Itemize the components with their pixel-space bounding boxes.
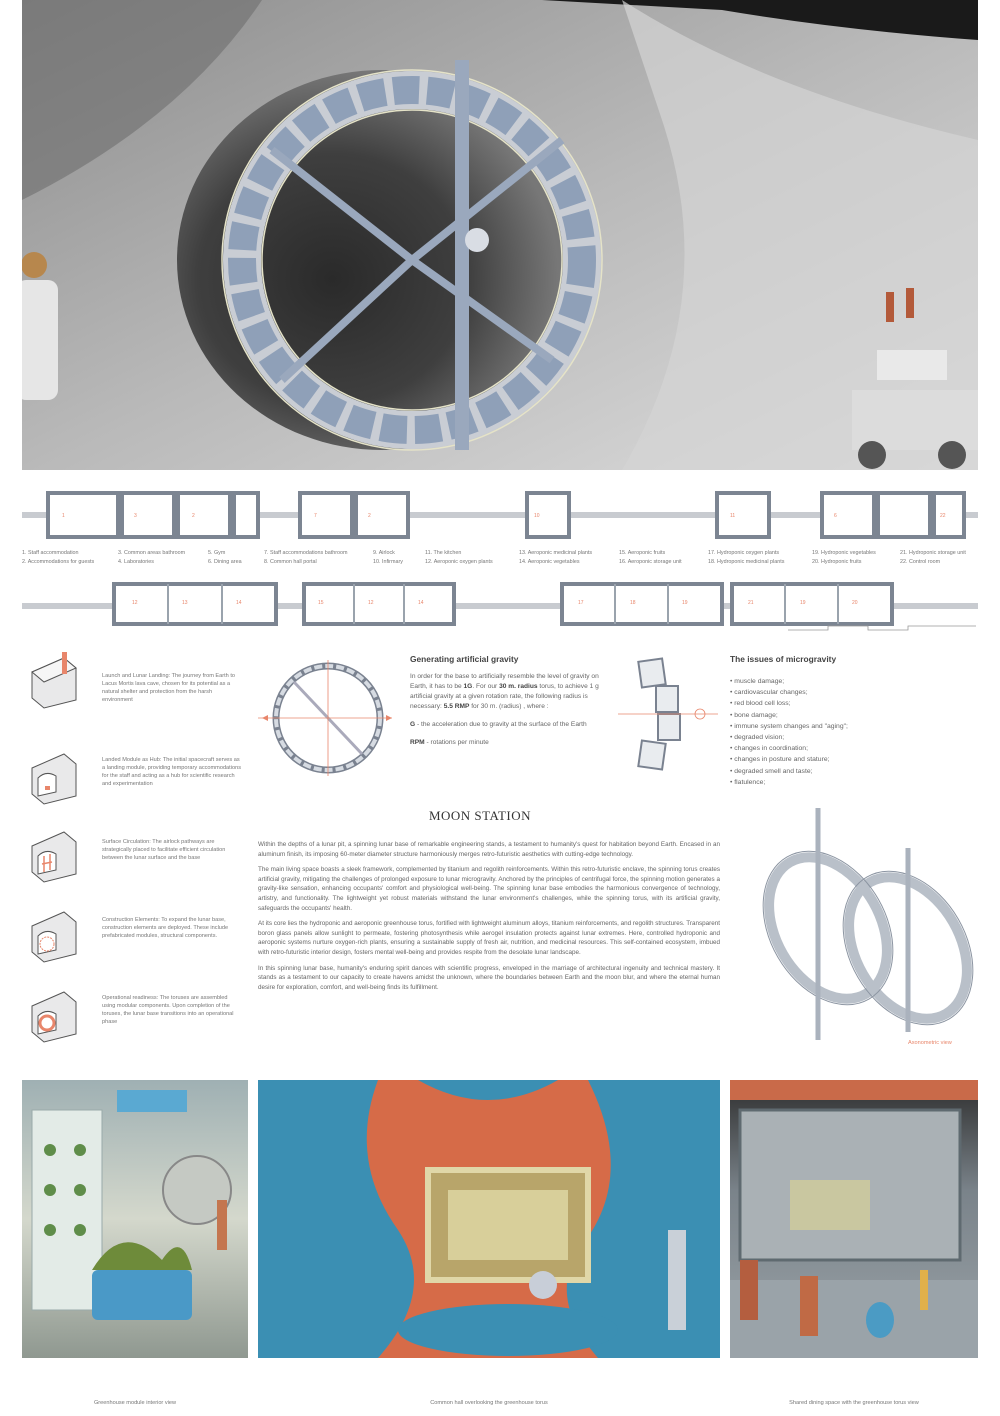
svg-text:2: 2 <box>192 513 195 519</box>
legend-col: 19. Hydroponic vegetables 20. Hydroponic fruits <box>812 550 876 565</box>
step-text: Launch and Lunar Landing: The journey from Earth to Lacus Mortis lava cave, chosen for its potential as a natural shelter and protection from the harsh environment <box>102 673 235 703</box>
g-definition: G - the acceleration due to gravity at the surface of the Earth <box>410 721 587 728</box>
svg-text:22: 22 <box>940 513 946 519</box>
list-item: • immune system changes and "aging"; <box>730 721 970 732</box>
operational-icon <box>28 986 80 1044</box>
svg-text:19: 19 <box>800 600 806 606</box>
legend-col: 1. Staff accommodation 2. Accommodations for guests <box>22 550 95 565</box>
body-paragraph: At its core lies the hydroponic and aeroponic greenhouse torus, fortified with lightweight aluminum alloys, titanium reinforcements, and regolith structures. Transparent boron glass panels allow sunlight to permeate, fostering photosynthesis while aerogel insulation protects against lunar extremes. Here, controlled hydroponic and aeroponic systems nurture oxygen-rich plants, ensuring a sustainable supply of fresh air, nutrition, and medicinal resources. This self-contained ecosystem, imbued with retro-futuristic interior design, fosters mental well-being and provides respite from the desolate lunar landscape. <box>258 920 721 956</box>
floor-plan-upper <box>22 487 978 543</box>
hero-render <box>22 0 978 470</box>
svg-text:19: 19 <box>682 600 688 606</box>
list-item: • degraded vision; <box>730 732 970 743</box>
svg-text:15: 15 <box>318 600 324 606</box>
body-paragraph: Within the depths of a lunar pit, a spinning lunar base of remarkable engineering stands, a testament to humanity's quest for habitation beyond Earth. Encased in an aluminum finish, its imposing 60-meter diameter structure harmoniously merges retro-futuristic aesthetics with cutting-edge technology. <box>258 841 720 858</box>
svg-text:20: 20 <box>852 600 858 606</box>
legend-col: 17. Hydroponic oxygen plants 18. Hydroponic medicinal plants <box>708 550 785 565</box>
axonometric-caption: Axonometric view <box>908 1040 952 1046</box>
common-hall-render <box>258 1080 720 1358</box>
svg-text:17: 17 <box>578 600 584 606</box>
step-text: Construction Elements: To expand the lunar base, construction elements are deployed. These include prefabricated modules, structural components. <box>102 917 229 939</box>
svg-text:10: 10 <box>534 513 540 519</box>
greenhouse-render <box>22 1080 248 1358</box>
legend-col: 13. Aeroponic medicinal plants 14. Aeroponic vegetables <box>519 550 593 565</box>
circulation-icon <box>28 826 80 884</box>
gravity-paragraph: In order for the base to artificially resemble the level of gravity on Earth, it has to be 1G. For our 30 m. radius torus, to achieve 1 g artificial gravity at a given rotation rate, the following radius is necessary: 5.5 RMP for 30 m. (radius) , where : <box>410 673 599 710</box>
svg-text:13: 13 <box>182 600 188 606</box>
body-paragraph: In this spinning lunar base, humanity's enduring spirit dances with scientific progress, enveloped in the marriage of architectural ingenuity and technical mastery. It stands as a testament to our capacity to create havens amidst the unknown, where the boundaries between Earth and the moon blur, and where the eternal human desire for exploration, comfort, and well-being finds its fulfillment. <box>258 964 720 991</box>
svg-text:12: 12 <box>132 600 138 606</box>
body-paragraph: The main living space boasts a sleek framework, complemented by titanium and regolith reinforcements. Within this retro-futuristic enclave, the spinning torus creates artificial gravity, mitigating the challenges of prolonged exposure to lunar microgravity. Anchored by the principles of centrifugal force, the spinning motion generates a gravity-like sensation, enhancing occupants' comfort and physiological well-being. The spinning lunar base embodies the harmonious convergence of technology, artistry, and functionality. The lightweight yet robust materials withstand the lunar environment's challenges, while the spinning torus, with its artificial gravity, safeguards the occupants' health. <box>258 866 720 912</box>
list-item: • changes in posture and stature; <box>730 754 970 765</box>
microgravity-list <box>730 676 970 788</box>
landing-icon <box>28 652 80 710</box>
legend-col: 15. Aeroponic fruits 16. Aeroponic storage unit <box>619 550 682 565</box>
description-body <box>258 840 720 998</box>
rpm-definition: RPM - rotations per minute <box>410 739 489 746</box>
torus-side-diagram <box>618 656 718 776</box>
construction-icon <box>28 906 80 964</box>
step-text: Landed Module as Hub: The initial spacecraft serves as a landing module, providing temporary accommodations for the staff and acting as a hub for scientific research and experimentation <box>102 757 241 787</box>
step-text: Operational readiness: The toruses are assembled using modular components. Upon completion of the toruses, the lunar base transitions into an operational phase <box>102 995 234 1025</box>
legend-col: 5. Gym 6. Dining area <box>208 550 242 565</box>
torus-section-diagram <box>258 660 398 780</box>
svg-text:12: 12 <box>368 600 374 606</box>
svg-text:18: 18 <box>630 600 636 606</box>
svg-text:7: 7 <box>314 513 317 519</box>
legend-col: 3. Common areas bathroom 4. Laboratories <box>118 550 186 565</box>
svg-text:2: 2 <box>368 513 371 519</box>
list-item: • degraded smell and taste; <box>730 766 970 777</box>
common-hall-caption: Common hall overlooking the greenhouse torus <box>430 1400 548 1406</box>
plan-legend <box>22 549 982 571</box>
list-item: • red blood cell loss; <box>730 698 970 709</box>
greenhouse-caption: Greenhouse module interior view <box>93 1400 177 1406</box>
moon-cave-illustration <box>22 0 978 470</box>
dining-caption: Shared dining space with the greenhouse torus view <box>789 1400 919 1406</box>
svg-text:14: 14 <box>236 600 242 606</box>
legend-col: 9. Airlock 10. Infirmary <box>373 550 403 565</box>
construction-steps <box>22 648 250 1048</box>
legend-col: 11. The kitchen 12. Aeroponic oxygen plants <box>425 550 493 565</box>
list-item: • changes in coordination; <box>730 743 970 754</box>
step-text: Surface Circulation: The airlock pathways are strategically placed to facilitate efficient circulation between the lunar surface and the base <box>102 839 226 861</box>
svg-text:21: 21 <box>748 600 754 606</box>
dining-render <box>730 1080 978 1358</box>
scale-bar <box>788 624 978 632</box>
gravity-section <box>410 654 610 748</box>
legend-col: 7. Staff accommodations bathroom 8. Common hall portal <box>264 550 348 565</box>
microgravity-heading: The issues of microgravity <box>730 654 837 664</box>
svg-text:11: 11 <box>730 513 736 519</box>
svg-text:3: 3 <box>134 513 137 519</box>
hub-icon <box>28 748 80 806</box>
list-item: • bone damage; <box>730 710 970 721</box>
list-item: • cardiovascular changes; <box>730 687 970 698</box>
dining-illustration <box>730 1080 978 1358</box>
list-item: • muscle damage; <box>730 676 970 687</box>
gravity-heading: Generating artificial gravity <box>410 654 519 664</box>
svg-text:1: 1 <box>62 513 65 519</box>
microgravity-section <box>730 654 970 788</box>
svg-text:6: 6 <box>834 513 837 519</box>
page-title: MOON STATION <box>428 808 532 823</box>
greenhouse-illustration <box>22 1080 248 1358</box>
svg-text:14: 14 <box>418 600 424 606</box>
list-item: • flatulence; <box>730 777 970 788</box>
axonometric-view <box>758 808 980 1040</box>
common-hall-illustration <box>258 1080 720 1358</box>
legend-col: 21. Hydroponic storage unit 22. Control room <box>900 550 966 565</box>
